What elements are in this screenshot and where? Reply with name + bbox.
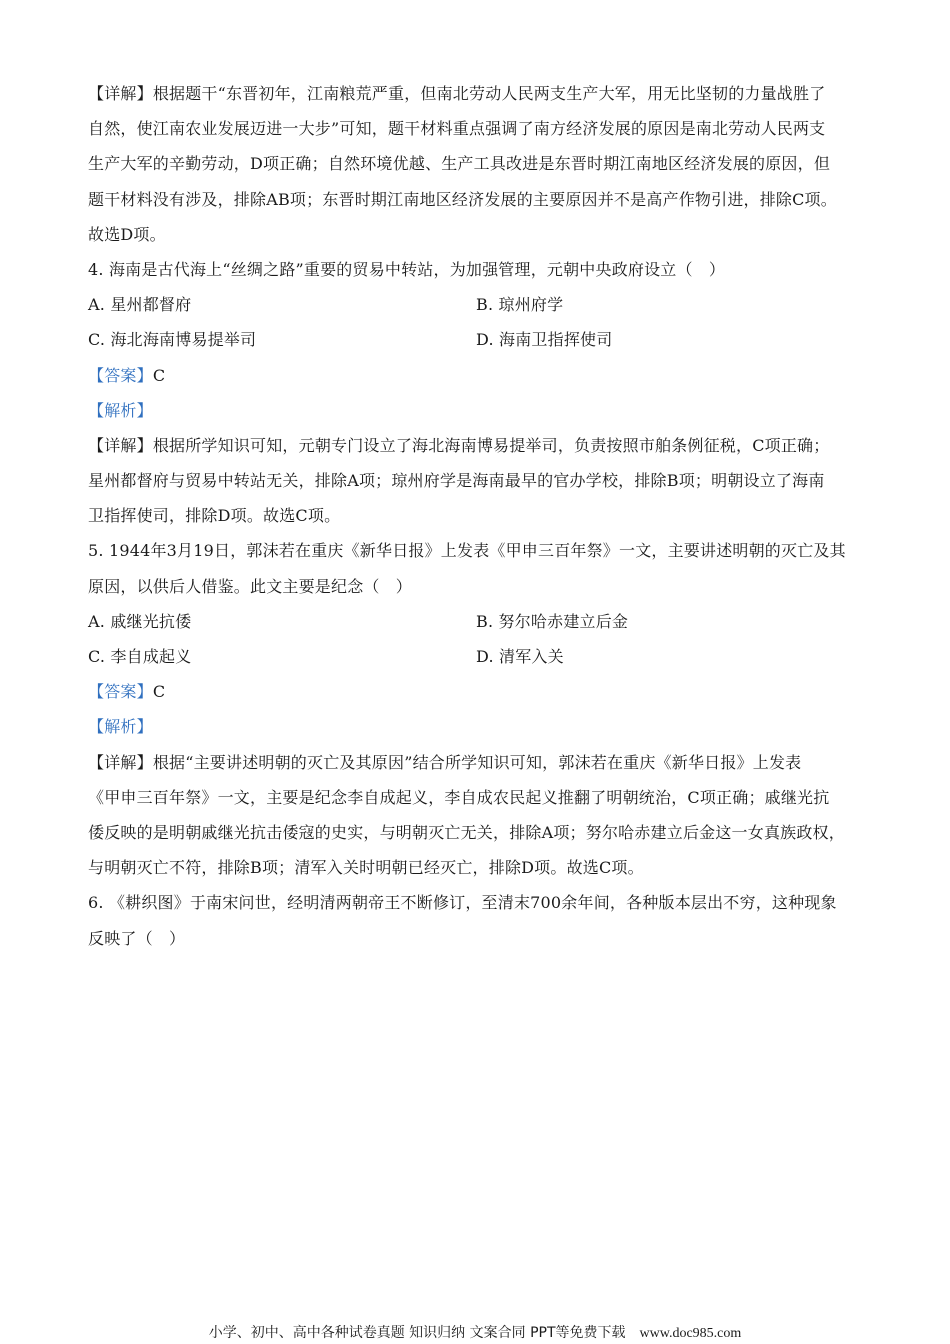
detail-tag: 【详解】 <box>88 84 153 103</box>
q5-detail-line-2: 《甲申三百年祭》一文，主要是纪念李自成起义，李自成农民起义推翻了明朝统治，C项正确；戚继光抗 <box>88 787 830 807</box>
q6-stem-line-2: 反映了（ ） <box>88 928 186 948</box>
q5-option-c: C. 李自成起义 <box>88 647 192 666</box>
q3-detail-line-5: 故选D项。 <box>88 224 166 244</box>
footer-text: 小学、初中、高中各种试卷真题 知识归纳 文案合同 PPT等免费下载 <box>208 1325 626 1341</box>
q4-analysis <box>88 393 874 428</box>
q4-options-row-2 <box>88 322 874 357</box>
detail-tag: 【详解】 <box>88 435 153 455</box>
q4-option-b: B. 琼州府学 <box>476 295 564 315</box>
q4-detail-line-3: 卫指挥使司，排除D项。故选C项。 <box>88 506 341 526</box>
answer-tag: 【答案】 <box>88 365 153 385</box>
analysis-tag: 【解析】 <box>88 717 153 737</box>
q3-detail-line-4: 题干材料没有涉及，排除AB项；东晋时期江南地区经济发展的主要原因并不是高产作物引进，排除C项。 <box>88 189 837 209</box>
q3-detail-line-1: 【详解】根据题干“东晋初年，江南粮荒严重，但南北劳动人民两支生产大军，用无比坚韧的力量战胜了 <box>88 84 826 103</box>
q3-detail-line-2: 自然，使江南农业发展迈进一大步”可知，题干材料重点强调了南方经济发展的原因是南北劳动人民两支 <box>88 119 826 139</box>
q5-options-row-1 <box>88 604 874 639</box>
q5-detail-line-1: 【详解】根据“主要讲述明朝的灭亡及其原因”结合所学知识可知，郭沫若在重庆《新华日报》上发表 <box>88 752 802 772</box>
document-page <box>88 76 874 956</box>
answer-value: C <box>152 365 166 385</box>
page-footer <box>0 1322 950 1342</box>
q4-options-row-1 <box>88 287 874 322</box>
detail-tag: 【详解】 <box>88 752 153 772</box>
q4-stem: 4. 海南是古代海上“丝绸之路”重要的贸易中转站，为加强管理，元朝中央政府设立（ ） <box>88 259 726 279</box>
q5-detail-line-4: 与明朝灭亡不符，排除B项；清军入关时明朝已经灭亡，排除D项。故选C项。 <box>88 858 644 878</box>
q5-option-d: D. 清军入关 <box>476 647 564 666</box>
q5-answer <box>88 674 874 709</box>
q4-option-a: A. 星州都督府 <box>88 295 192 315</box>
q5-option-a: A. 戚继光抗倭 <box>88 611 192 631</box>
q5-stem-line-1: 5. 1944年3月19日，郭沫若在重庆《新华日报》上发表《甲申三百年祭》一文，主要讲述明朝的灭亡及其 <box>88 541 846 561</box>
q5-stem-line-2: 原因，以供后人借鉴。此文主要是纪念（ ） <box>88 576 413 596</box>
q4-detail-line-2: 星州都督府与贸易中转站无关，排除A项；琼州府学是海南最早的官办学校，排除B项；明朝设立了海南 <box>88 471 825 491</box>
q5-detail-line-3: 倭反映的是明朝戚继光抗击倭寇的史实，与明朝灭亡无关，排除A项；努尔哈赤建立后金这一女真族政权， <box>88 822 845 842</box>
footer-url[interactable]: www.doc985.com <box>639 1326 742 1341</box>
q4-answer <box>88 358 874 393</box>
q5-analysis <box>88 709 874 744</box>
answer-value: C <box>152 682 166 702</box>
analysis-tag: 【解析】 <box>88 400 153 420</box>
q5-options-row-2 <box>88 639 874 674</box>
q6-stem-line-1: 6. 《耕织图》于南宋问世，经明清两朝帝王不断修订，至清末700余年间，各种版本层出不穷，这种现象 <box>88 893 837 913</box>
q4-option-d: D. 海南卫指挥使司 <box>476 330 613 350</box>
q5-option-b: B. 努尔哈赤建立后金 <box>476 611 629 631</box>
q3-detail-line-3: 生产大军的辛勤劳动，D项正确；自然环境优越、生产工具改进是东晋时期江南地区经济发展的原因，但 <box>88 154 831 174</box>
q4-detail-line-1: 【详解】根据所学知识可知，元朝专门设立了海北海南博易提举司，负责按照市舶条例征税，C项正确； <box>88 435 830 455</box>
answer-tag: 【答案】 <box>88 682 153 702</box>
q4-option-c: C. 海北海南博易提举司 <box>88 330 257 350</box>
